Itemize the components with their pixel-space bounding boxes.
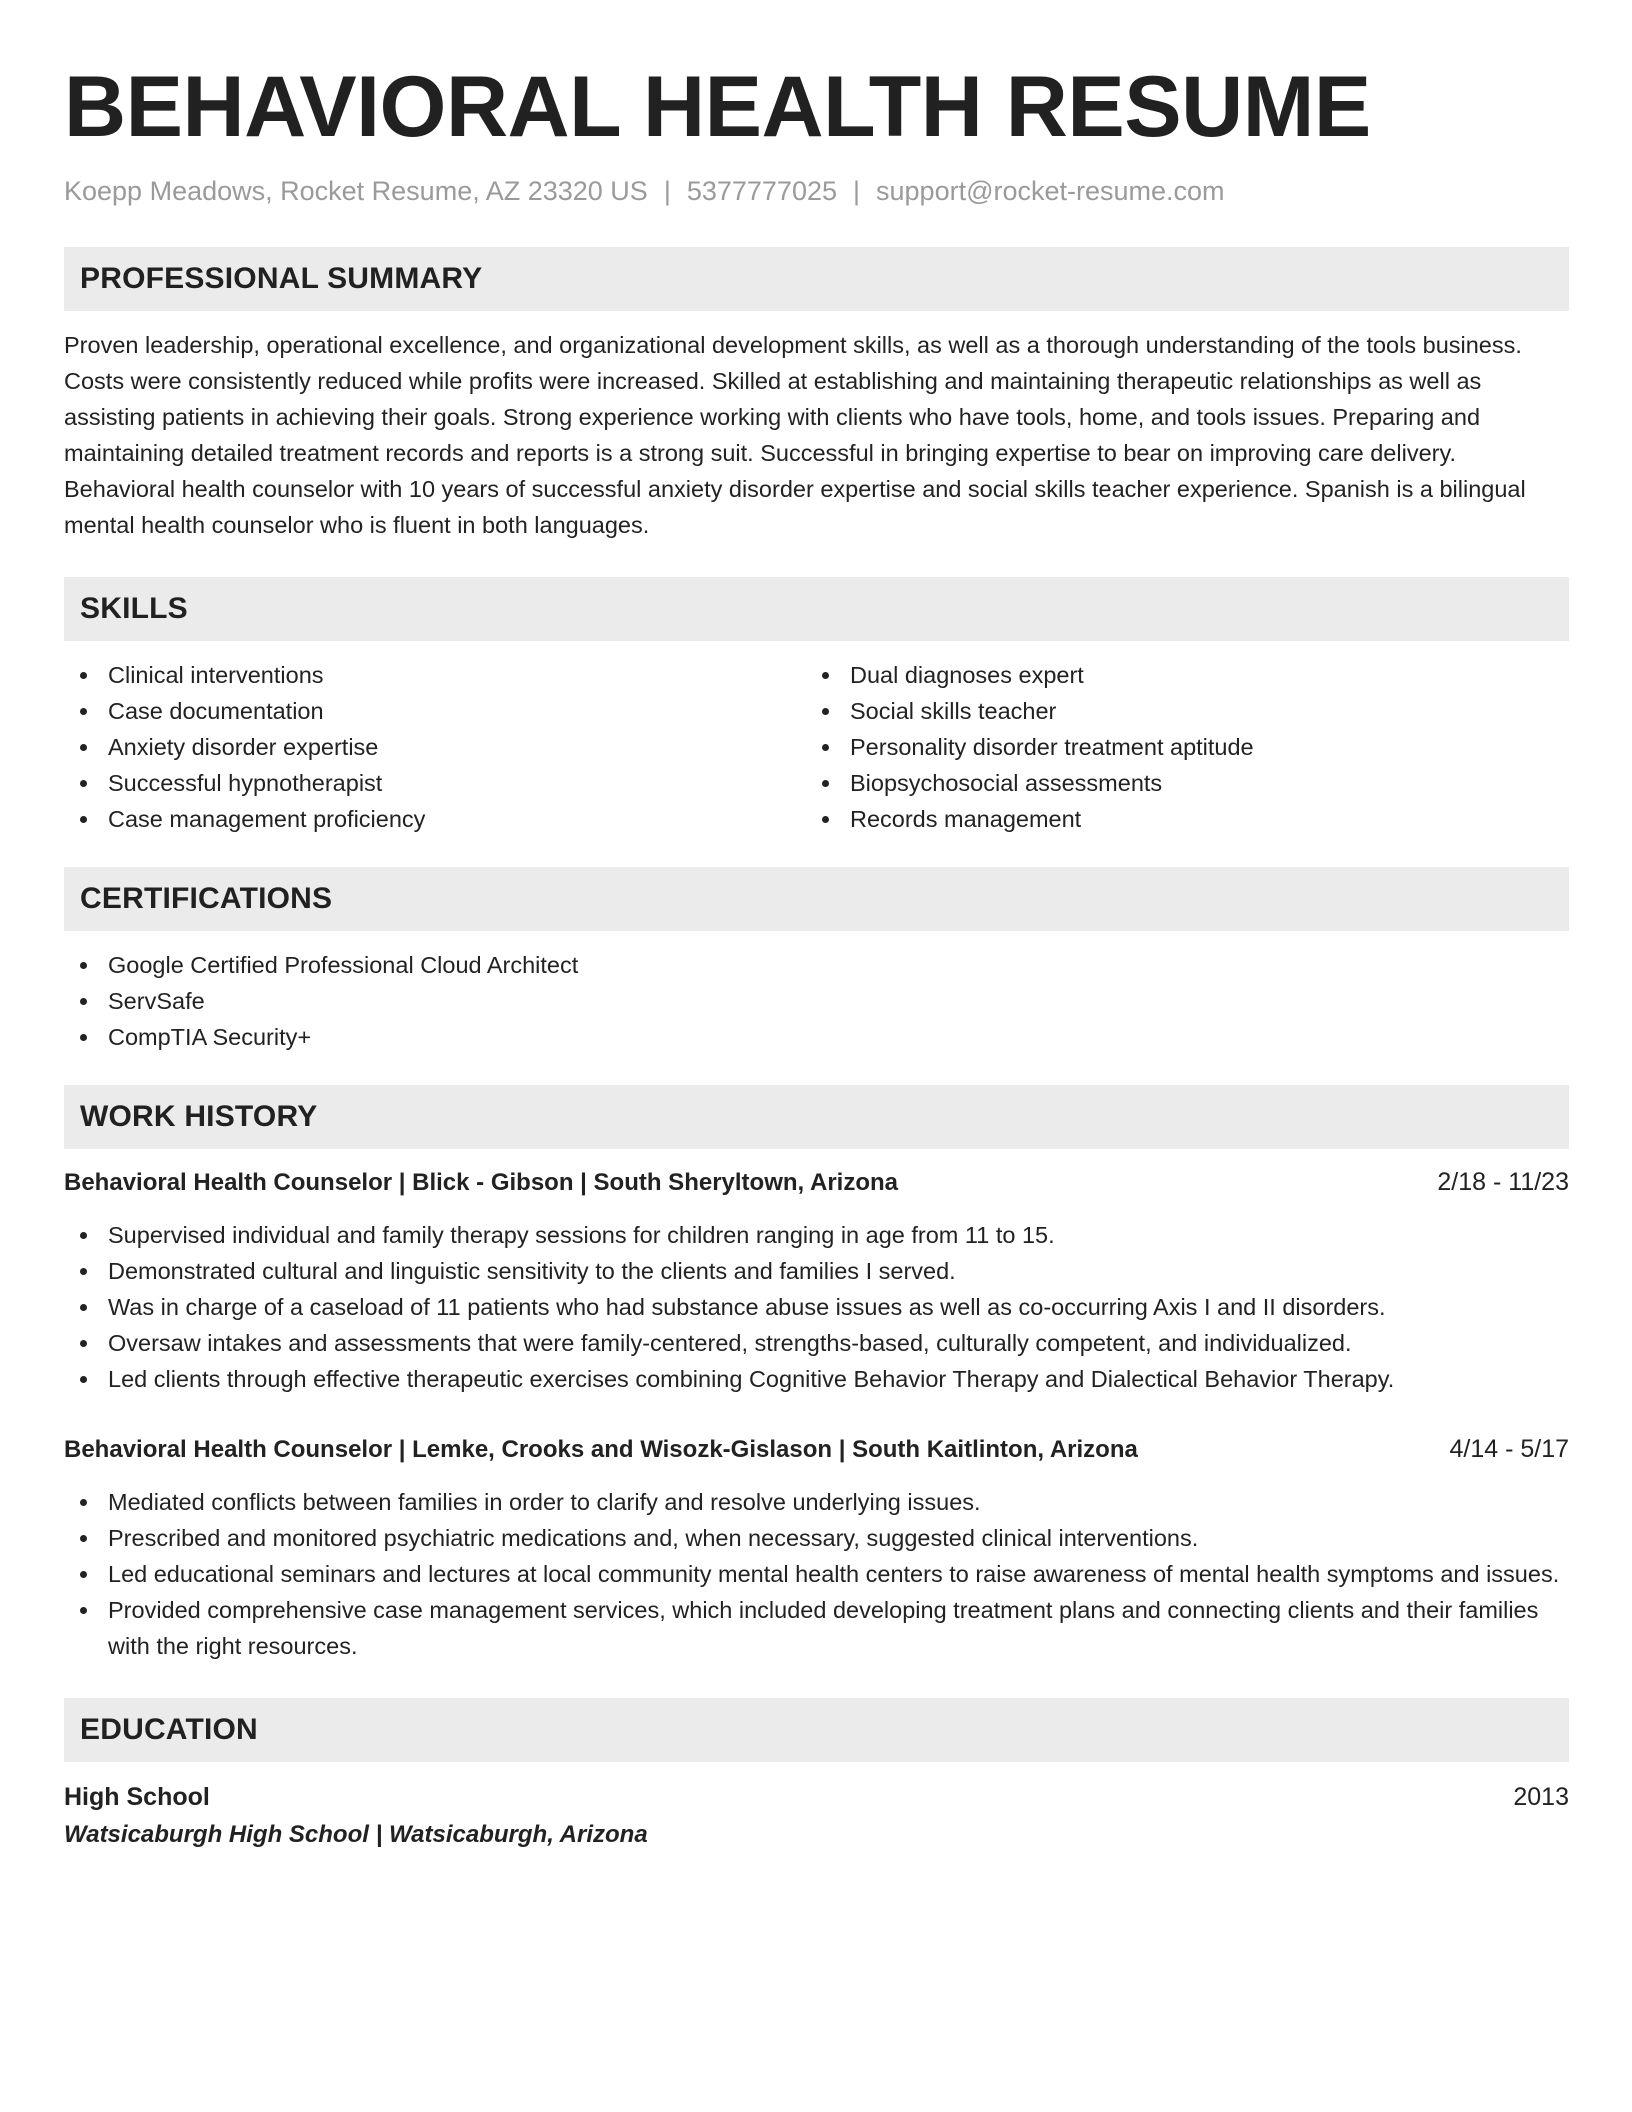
education-degree: High School bbox=[64, 1783, 210, 1812]
skill-item: Personality disorder treatment aptitude bbox=[806, 729, 1548, 765]
education-entry bbox=[64, 1778, 1569, 1854]
resume-title: BEHAVIORAL HEALTH RESUME bbox=[64, 59, 1371, 155]
section-header-skills: SKILLS bbox=[64, 577, 1569, 641]
job-entry bbox=[64, 1431, 1569, 1664]
skill-item: Case documentation bbox=[64, 693, 806, 729]
job-entry bbox=[64, 1164, 1569, 1397]
education-school: Watsicaburgh High School | Watsicaburgh, Arizona bbox=[64, 1821, 648, 1849]
job-bullet: Oversaw intakes and assessments that were family-centered, strengths-based, culturally competent, and individualized. bbox=[64, 1325, 1569, 1361]
contact-line bbox=[64, 174, 1569, 209]
certification-item: ServSafe bbox=[64, 983, 1569, 1019]
job-bullet: Led educational seminars and lectures at local community mental health centers to raise awareness of mental health symptoms and issues. bbox=[64, 1556, 1569, 1592]
job-bullet: Supervised individual and family therapy sessions for children ranging in age from 11 to 15. bbox=[64, 1217, 1569, 1253]
job-bullet: Was in charge of a caseload of 11 patients who had substance abuse issues as well as co-occurring Axis I and II disorders. bbox=[64, 1289, 1569, 1325]
section-header-education: EDUCATION bbox=[64, 1698, 1569, 1762]
job-bullet: Led clients through effective therapeutic exercises combining Cognitive Behavior Therapy and Dialectical Behavior Therapy. bbox=[64, 1361, 1569, 1397]
certification-item: Google Certified Professional Cloud Architect bbox=[64, 947, 1569, 983]
skill-item: Dual diagnoses expert bbox=[806, 657, 1548, 693]
section-header-work-history: WORK HISTORY bbox=[64, 1085, 1569, 1149]
section-header-summary: PROFESSIONAL SUMMARY bbox=[64, 247, 1569, 311]
job-header bbox=[64, 1164, 1569, 1201]
job-dates: 4/14 - 5/17 bbox=[1449, 1435, 1569, 1464]
contact-email: support@rocket-resume.com bbox=[876, 176, 1225, 206]
job-bullet: Mediated conflicts between families in order to clarify and resolve underlying issues. bbox=[64, 1484, 1569, 1520]
job-bullets bbox=[64, 1217, 1569, 1397]
skills-left-list bbox=[64, 657, 806, 837]
section-header-certifications: CERTIFICATIONS bbox=[64, 867, 1569, 931]
contact-separator: | bbox=[853, 176, 861, 206]
contact-separator: | bbox=[663, 176, 671, 206]
job-bullets bbox=[64, 1484, 1569, 1664]
summary-text: Proven leadership, operational excellence, and organizational development skills, as well as a thorough understanding of the tools business. Costs were consistently reduced while profits were increased. Skilled at establishing and maintaining therapeutic relationships as well as assisting patients in achieving their goals. Strong experience working with clients who have tools, home, and tools issues. Preparing and maintaining detailed treatment records and reports is a strong suit. Successful in bringing expertise to bear on improving care delivery. Behavioral health counselor with 10 years of successful anxiety disorder expertise and social skills teacher experience. Spanish is a bilingual mental health counselor who is fluent in both languages. bbox=[64, 332, 1526, 539]
contact-address: Koepp Meadows, Rocket Resume, AZ 23320 US bbox=[64, 176, 648, 206]
skill-item: Records management bbox=[806, 801, 1548, 837]
certification-item: CompTIA Security+ bbox=[64, 1019, 1569, 1055]
education-year: 2013 bbox=[1513, 1783, 1569, 1812]
skill-item: Clinical interventions bbox=[64, 657, 806, 693]
skill-item: Anxiety disorder expertise bbox=[64, 729, 806, 765]
skills-grid bbox=[64, 657, 1569, 837]
skill-item: Case management proficiency bbox=[64, 801, 806, 837]
job-header bbox=[64, 1431, 1569, 1468]
contact-phone: 5377777025 bbox=[686, 176, 837, 206]
skill-item: Social skills teacher bbox=[806, 693, 1548, 729]
skill-item: Biopsychosocial assessments bbox=[806, 765, 1548, 801]
skills-right-list bbox=[806, 657, 1548, 837]
job-bullet: Provided comprehensive case management services, which included developing treatment plans and connecting clients and their families with the right resources. bbox=[64, 1592, 1569, 1664]
job-bullet: Demonstrated cultural and linguistic sensitivity to the clients and families I served. bbox=[64, 1253, 1569, 1289]
skill-item: Successful hypnotherapist bbox=[64, 765, 806, 801]
job-dates: 2/18 - 11/23 bbox=[1437, 1168, 1569, 1197]
job-title: Behavioral Health Counselor | Lemke, Crooks and Wisozk-Gislason | South Kaitlinton, Arizona bbox=[64, 1436, 1138, 1464]
education-header bbox=[64, 1778, 1569, 1816]
job-title: Behavioral Health Counselor | Blick - Gibson | South Sheryltown, Arizona bbox=[64, 1169, 898, 1197]
job-bullet: Prescribed and monitored psychiatric medications and, when necessary, suggested clinical interventions. bbox=[64, 1520, 1569, 1556]
certifications-list bbox=[64, 947, 1569, 1055]
